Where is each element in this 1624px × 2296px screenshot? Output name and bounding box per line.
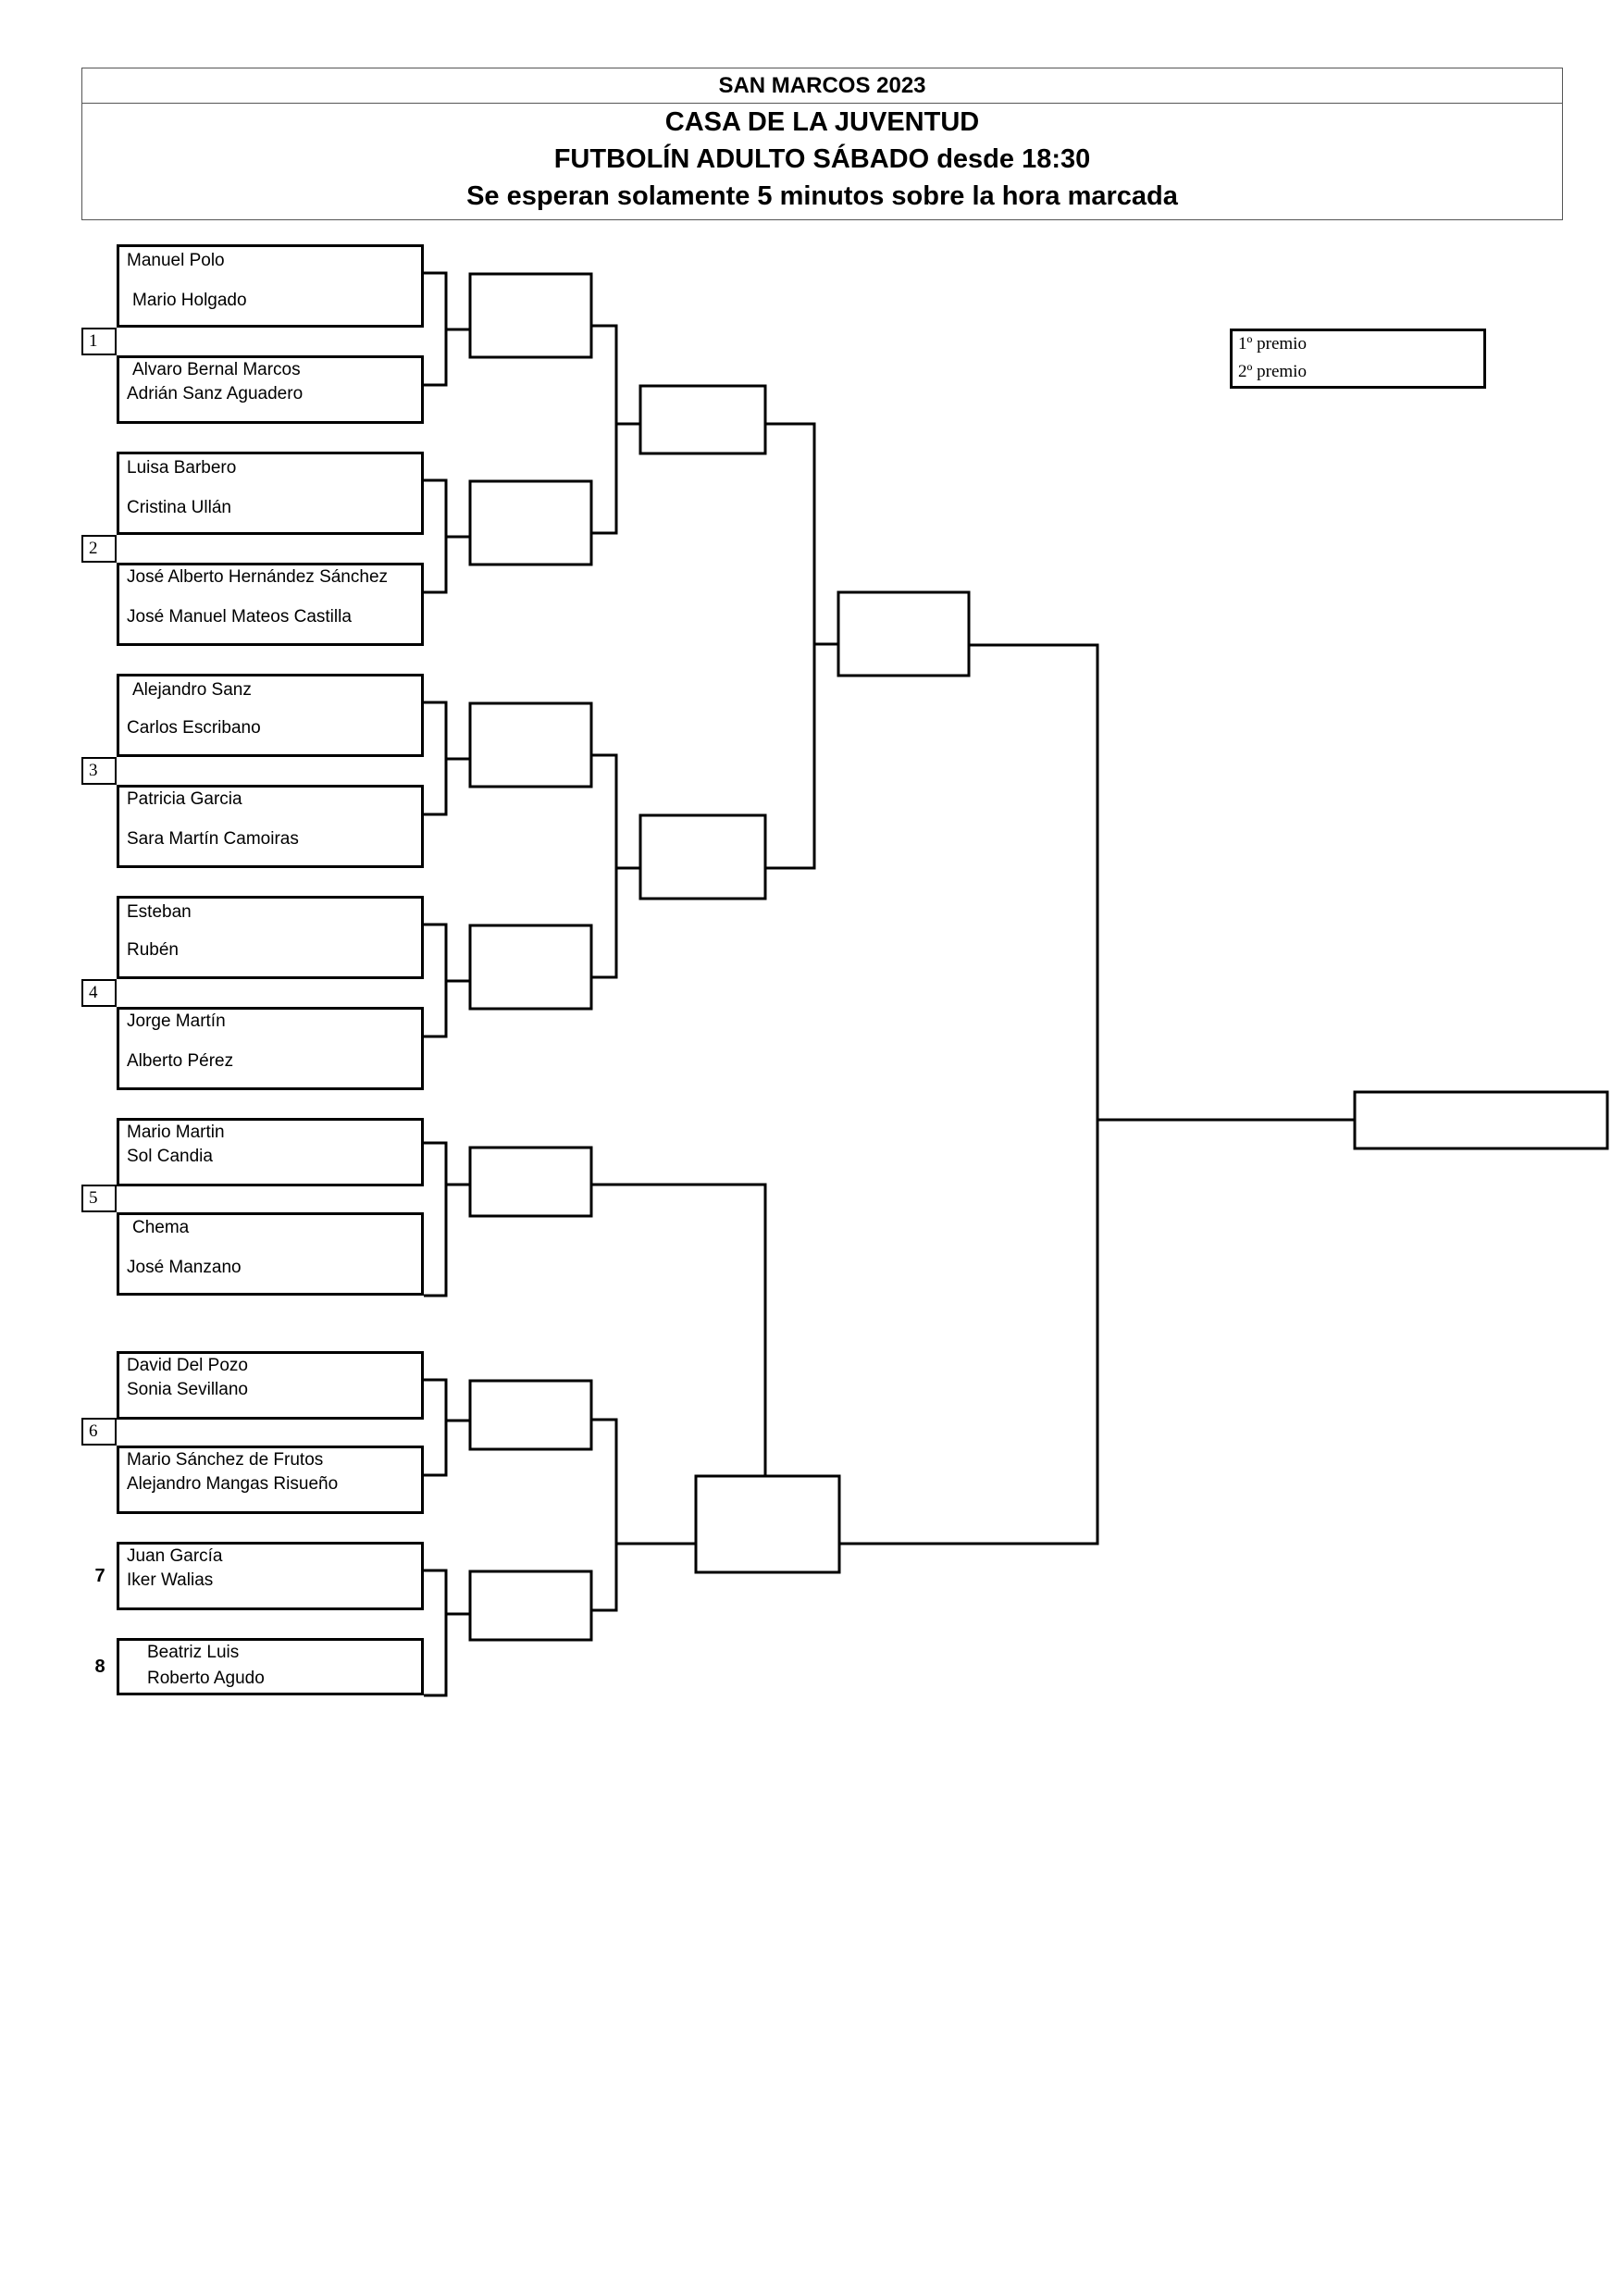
player-name: Beatriz Luis [147, 1643, 240, 1662]
player-name: Luisa Barbero [127, 458, 237, 478]
player-name: Sara Martín Camoiras [127, 829, 299, 849]
player-name: José Manzano [127, 1258, 242, 1277]
player-name: Chema [132, 1218, 190, 1237]
player-name: Mario Holgado [132, 291, 247, 310]
player-name: Alejandro Sanz [132, 680, 252, 700]
player-name: Alberto Pérez [127, 1051, 234, 1071]
player-name: Esteban [127, 902, 192, 922]
group-number: 5 [81, 1185, 117, 1212]
player-name: Cristina Ullán [127, 498, 231, 517]
player-name: Roberto Agudo [147, 1669, 265, 1688]
player-name: Sol Candia [127, 1147, 213, 1166]
player-name: Jorge Martín [127, 1011, 226, 1031]
player-name: José Alberto Hernández Sánchez [127, 567, 389, 587]
player-name: Alvaro Bernal Marcos [132, 360, 301, 379]
player-name: Carlos Escribano [127, 718, 261, 738]
player-name: Rubén [127, 940, 179, 960]
player-name: Iker Walias [127, 1570, 214, 1590]
player-name: Adrián Sanz Aguadero [127, 384, 304, 403]
player-name: Sonia Sevillano [127, 1380, 248, 1399]
group-number: 3 [81, 757, 117, 785]
player-name: Mario Martin [127, 1123, 225, 1142]
group-number: 1 [81, 328, 117, 355]
group-number: 2 [81, 535, 117, 563]
group-number: 6 [81, 1418, 117, 1446]
player-name: Manuel Polo [127, 251, 225, 270]
player-name: David Del Pozo [127, 1356, 248, 1375]
category-title: FUTBOLÍN ADULTO SÁBADO desde 18:30 [553, 144, 1091, 174]
group-number: 4 [81, 979, 117, 1007]
player-name: Mario Sánchez de Frutos [127, 1450, 324, 1470]
pair-number: 8 [94, 1657, 105, 1677]
venue-title: CASA DE LA JUVENTUD [664, 107, 980, 137]
player-name: Juan García [127, 1546, 223, 1566]
player-name: José Manuel Mateos Castilla [127, 607, 352, 627]
notice-text: Se esperan solamente 5 minutos sobre la hora marcada [466, 181, 1178, 211]
second-prize-label: 2º premio [1238, 362, 1307, 381]
player-name: Patricia Garcia [127, 789, 242, 809]
pair-number: 7 [94, 1566, 105, 1586]
player-name: Alejandro Mangas Risueño [127, 1474, 339, 1494]
first-prize-label: 1º premio [1238, 334, 1307, 354]
event-title: SAN MARCOS 2023 [82, 68, 1562, 104]
